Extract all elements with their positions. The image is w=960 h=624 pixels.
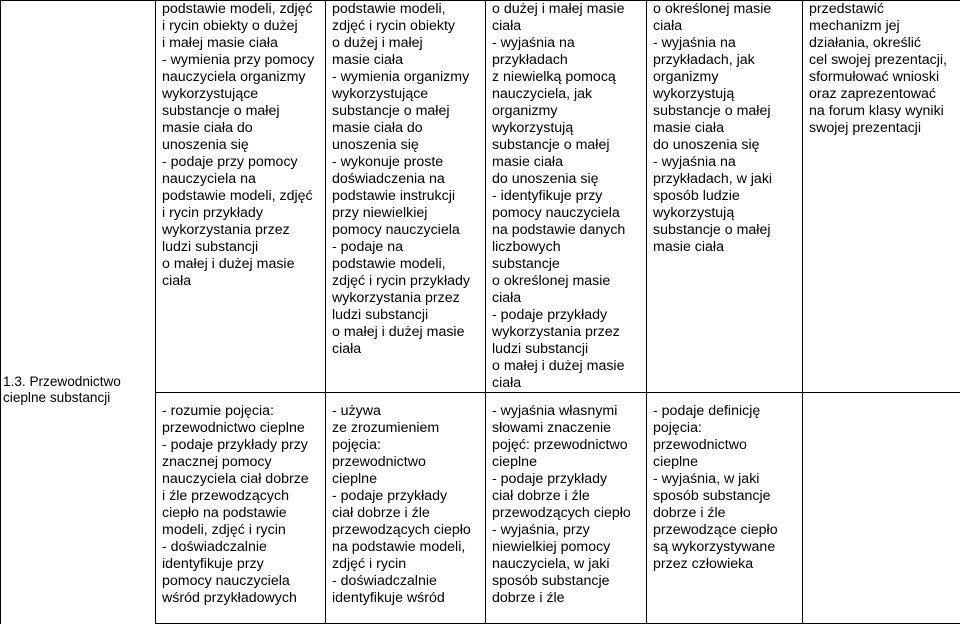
text-line: pojęć: przewodnictwo	[492, 437, 642, 454]
cell-top-col1	[156, 1, 326, 393]
text-line: niewielkiej pomocy	[492, 539, 642, 556]
text-line: wykorzystują	[492, 120, 642, 137]
text-line: masie ciała	[653, 239, 798, 256]
text-line: substancje o małej	[332, 103, 481, 120]
text-line: wykorzystują	[653, 86, 798, 103]
text-line: substancje o małej	[492, 137, 642, 154]
text-line: - identyfikuje przy	[492, 188, 642, 205]
text-line: o małej i dużej masie	[332, 324, 481, 341]
text-line: cel swojej prezentacji,	[809, 52, 956, 69]
text-line: wykorzystania przez	[332, 290, 481, 307]
text-line: masie ciała do	[332, 120, 481, 137]
text-line: ciała	[332, 341, 481, 358]
text-line: podstawie modeli, zdjęć	[162, 188, 321, 205]
text-line: pomocy nauczyciela	[492, 205, 642, 222]
text-line: modeli, zdjęć i rycin	[162, 522, 321, 539]
text-line: wykorzystania przez	[492, 324, 642, 341]
text-line: przedstawić	[809, 1, 956, 18]
text-line: - wymienia przy pomocy	[162, 52, 321, 69]
text-line: na podstawie modeli,	[332, 539, 481, 556]
text-line: dobrze i źle	[492, 590, 642, 607]
text-line: ze zrozumieniem	[332, 420, 481, 437]
text-line: przykładach, w jaki	[653, 171, 798, 188]
text-line: substancje o małej	[162, 103, 321, 120]
text-line: - wyjaśnia na	[492, 35, 642, 52]
text-line: są wykorzystywane	[653, 539, 798, 556]
section-number-label: 1.3. Przewodnictwo	[3, 374, 153, 390]
text-line: do unoszenia się	[653, 137, 798, 154]
text-line: substancje o małej	[653, 222, 798, 239]
text-line: pojęcia:	[332, 437, 481, 454]
text-line: do unoszenia się	[492, 171, 642, 188]
text-line: - podaje na	[332, 239, 481, 256]
text-line: o określonej masie	[653, 1, 798, 18]
text-line: nauczyciela, w jaki	[492, 556, 642, 573]
text-line: liczbowych	[492, 239, 642, 256]
text-line: cieplne	[332, 471, 481, 488]
text-line: - doświadczalnie	[162, 539, 321, 556]
text-line: i rycin przykłady	[162, 205, 321, 222]
text-line: pomocy nauczyciela	[162, 573, 321, 590]
text-line: pomocy nauczyciela	[332, 222, 481, 239]
text-line: przy niewielkiej	[332, 205, 481, 222]
text-line: organizmy	[492, 103, 642, 120]
table-row-top	[1, 1, 960, 393]
cell-bottom-col3	[486, 393, 647, 624]
text-line: i źle przewodzących	[162, 488, 321, 505]
section-heading	[3, 374, 153, 406]
text-line: - wykonuje proste	[332, 154, 481, 171]
text-line: na forum klasy wyniki	[809, 103, 956, 120]
text-line: masie ciała do	[162, 120, 321, 137]
text-line: nauczyciela na	[162, 171, 321, 188]
text-line: ciała	[492, 18, 642, 35]
text-line: - podaje przykłady przy	[162, 437, 321, 454]
text-line: ciała	[492, 290, 642, 307]
text-line: - wyjaśnia, w jaki	[653, 471, 798, 488]
text-line: organizmy	[653, 69, 798, 86]
text-line: masie ciała	[332, 52, 481, 69]
cell-bottom-col2	[326, 393, 486, 624]
text-line: przewodnictwo cieplne	[162, 420, 321, 437]
text-line: o dużej i małej masie	[492, 1, 642, 18]
text-line: wykorzystania przez	[162, 222, 321, 239]
text-line: podstawie instrukcji	[332, 188, 481, 205]
text-line: z niewielką pomocą	[492, 69, 642, 86]
text-line: - wyjaśnia własnymi	[492, 403, 642, 420]
text-line: ciał dobrze i źle	[492, 488, 642, 505]
text-line: - wyjaśnia na	[653, 35, 798, 52]
text-line: słowami znaczenie	[492, 420, 642, 437]
text-line: ludzi substancji	[332, 307, 481, 324]
text-line: nauczyciela organizmy	[162, 69, 321, 86]
text-line: zdjęć i rycin przykłady	[332, 273, 481, 290]
text-line: i małej masie ciała	[162, 35, 321, 52]
text-line: - podaje przykłady	[492, 307, 642, 324]
text-line: - wyjaśnia na	[653, 154, 798, 171]
text-line: sposób ludzie	[653, 188, 798, 205]
text-line: o małej i dużej masie	[492, 358, 642, 375]
text-line: wśród przykładowych	[162, 590, 321, 607]
text-line: podstawie modeli,	[332, 1, 481, 18]
text-line: sformułować wnioski	[809, 69, 956, 86]
text-line: nauczyciela ciał dobrze	[162, 471, 321, 488]
section-cell	[1, 1, 156, 624]
text-line: wykorzystują	[653, 205, 798, 222]
text-line: doświadczenia na	[332, 171, 481, 188]
text-line: ciała	[162, 273, 321, 290]
text-line: przewodzących ciepło	[492, 505, 642, 522]
text-line: przykładach	[492, 52, 642, 69]
text-line: znacznej pomocy	[162, 454, 321, 471]
text-line: przewodnictwo	[653, 437, 798, 454]
cell-top-col4	[647, 1, 803, 393]
text-line: ciepło na podstawie	[162, 505, 321, 522]
text-line: przewodzące ciepło	[653, 522, 798, 539]
text-line: wykorzystujące	[332, 86, 481, 103]
text-line: unoszenia się	[332, 137, 481, 154]
text-line: o określonej masie	[492, 273, 642, 290]
text-line: podstawie modeli,	[332, 256, 481, 273]
text-line: oraz zaprezentować	[809, 86, 956, 103]
text-line: cieplne	[492, 454, 642, 471]
text-line: identyfikuje wśród	[332, 590, 481, 607]
text-line: przez człowieka	[653, 556, 798, 573]
text-line: działania, określić	[809, 35, 956, 52]
text-line: - wyjaśnia, przy	[492, 522, 642, 539]
text-line: identyfikuje przy	[162, 556, 321, 573]
text-line: ludzi substancji	[162, 239, 321, 256]
cell-top-col5	[803, 1, 960, 393]
text-line: masie ciała	[492, 154, 642, 171]
text-line: podstawie modeli, zdjęć	[162, 1, 321, 18]
text-line: dobrze i źle	[653, 505, 798, 522]
text-line: ciał dobrze i źle	[332, 505, 481, 522]
text-line: pojęcia:	[653, 420, 798, 437]
cell-bottom-col1	[156, 393, 326, 624]
text-line: przewodnictwo	[332, 454, 481, 471]
text-line: - podaje przykłady	[332, 488, 481, 505]
text-line: - podaje przykłady	[492, 471, 642, 488]
text-line: swojej prezentacji	[809, 120, 956, 137]
text-line: ciała	[492, 375, 642, 392]
text-line: - doświadczalnie	[332, 573, 481, 590]
text-line: - rozumie pojęcia:	[162, 403, 321, 420]
text-line: o małej i dużej masie	[162, 256, 321, 273]
text-line: nauczyciela, jak	[492, 86, 642, 103]
text-line: - używa	[332, 403, 481, 420]
text-line: substancje	[492, 256, 642, 273]
cell-top-col3	[486, 1, 647, 393]
text-line: zdjęć i rycin	[332, 556, 481, 573]
text-line: i rycin obiekty o dużej	[162, 18, 321, 35]
text-line: cieplne	[653, 454, 798, 471]
text-line: - podaje definicję	[653, 403, 798, 420]
text-line: sposób substancje	[653, 488, 798, 505]
cell-top-col2	[326, 1, 486, 393]
text-line: substancje o małej	[653, 103, 798, 120]
cell-bottom-col4	[647, 393, 803, 624]
text-line: - podaje przy pomocy	[162, 154, 321, 171]
section-title-rest: cieplne substancji	[3, 390, 153, 406]
text-line: na podstawie danych	[492, 222, 642, 239]
text-line: o dużej i małej	[332, 35, 481, 52]
cell-bottom-col5	[803, 393, 960, 624]
text-line: przykładach, jak	[653, 52, 798, 69]
text-line: mechanizm jej	[809, 18, 956, 35]
text-line: sposób substancje	[492, 573, 642, 590]
text-line: - wymienia organizmy	[332, 69, 481, 86]
text-line: ludzi substancji	[492, 341, 642, 358]
text-line: przewodzących ciepło	[332, 522, 481, 539]
text-line: zdjęć i rycin obiekty	[332, 18, 481, 35]
text-line: wykorzystujące	[162, 86, 321, 103]
text-line: ciała	[653, 18, 798, 35]
text-line: unoszenia się	[162, 137, 321, 154]
text-line: masie ciała	[653, 120, 798, 137]
